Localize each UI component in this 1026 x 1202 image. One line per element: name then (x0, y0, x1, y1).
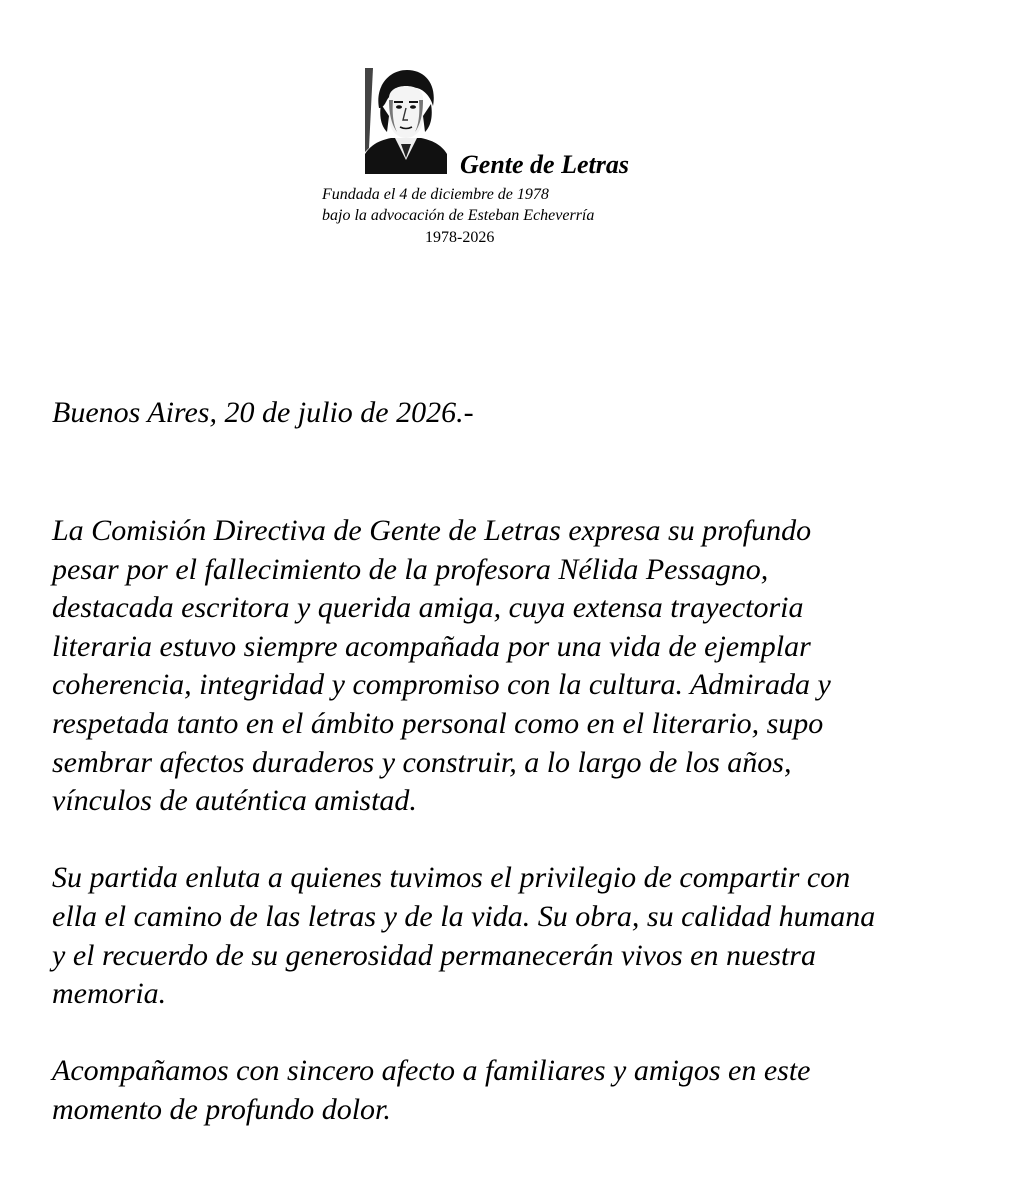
engraved-portrait-icon (365, 68, 447, 174)
letter-paragraph: La Comisión Directiva de Gente de Letras expresa su profundo pesar por el fallecimiento de la profesora Nélida Pessagno, destacada escritora y querida amiga, cuya extensa trayectoria literaria estuvo siempre acompañada por una vida de ejemplar coherencia, integridad y compromiso con la cultura. Admirada y respetada tanto en el ámbito personal como en el literario, supo sembrar afectos duraderos y construir, a lo largo de los años, vínculos de auténtica amistad. (52, 514, 831, 818)
letter-body (52, 512, 992, 1168)
letter-paragraph: Su partida enluta a quienes tuvimos el privilegio de compartir con ella el camino de las letras y de la vida. Su obra, su calidad humana y el recuerdo de su generosidad permanecerán vivos en nuestra memoria. (52, 861, 876, 1011)
letterhead (0, 0, 1026, 260)
organization-name: Gente de Letras (460, 150, 629, 179)
patron-line: bajo la advocación de Esteban Echeverría (322, 207, 595, 224)
letter-date: Buenos Aires, 20 de julio de 2026.- (52, 396, 474, 429)
founded-line: Fundada el 4 de diciembre de 1978 (322, 186, 549, 203)
letter-paragraph: Acompañamos con sincero afecto a familiares y amigos en este momento de profundo dolor. (52, 1054, 811, 1126)
years-range: 1978-2026 (425, 229, 495, 246)
